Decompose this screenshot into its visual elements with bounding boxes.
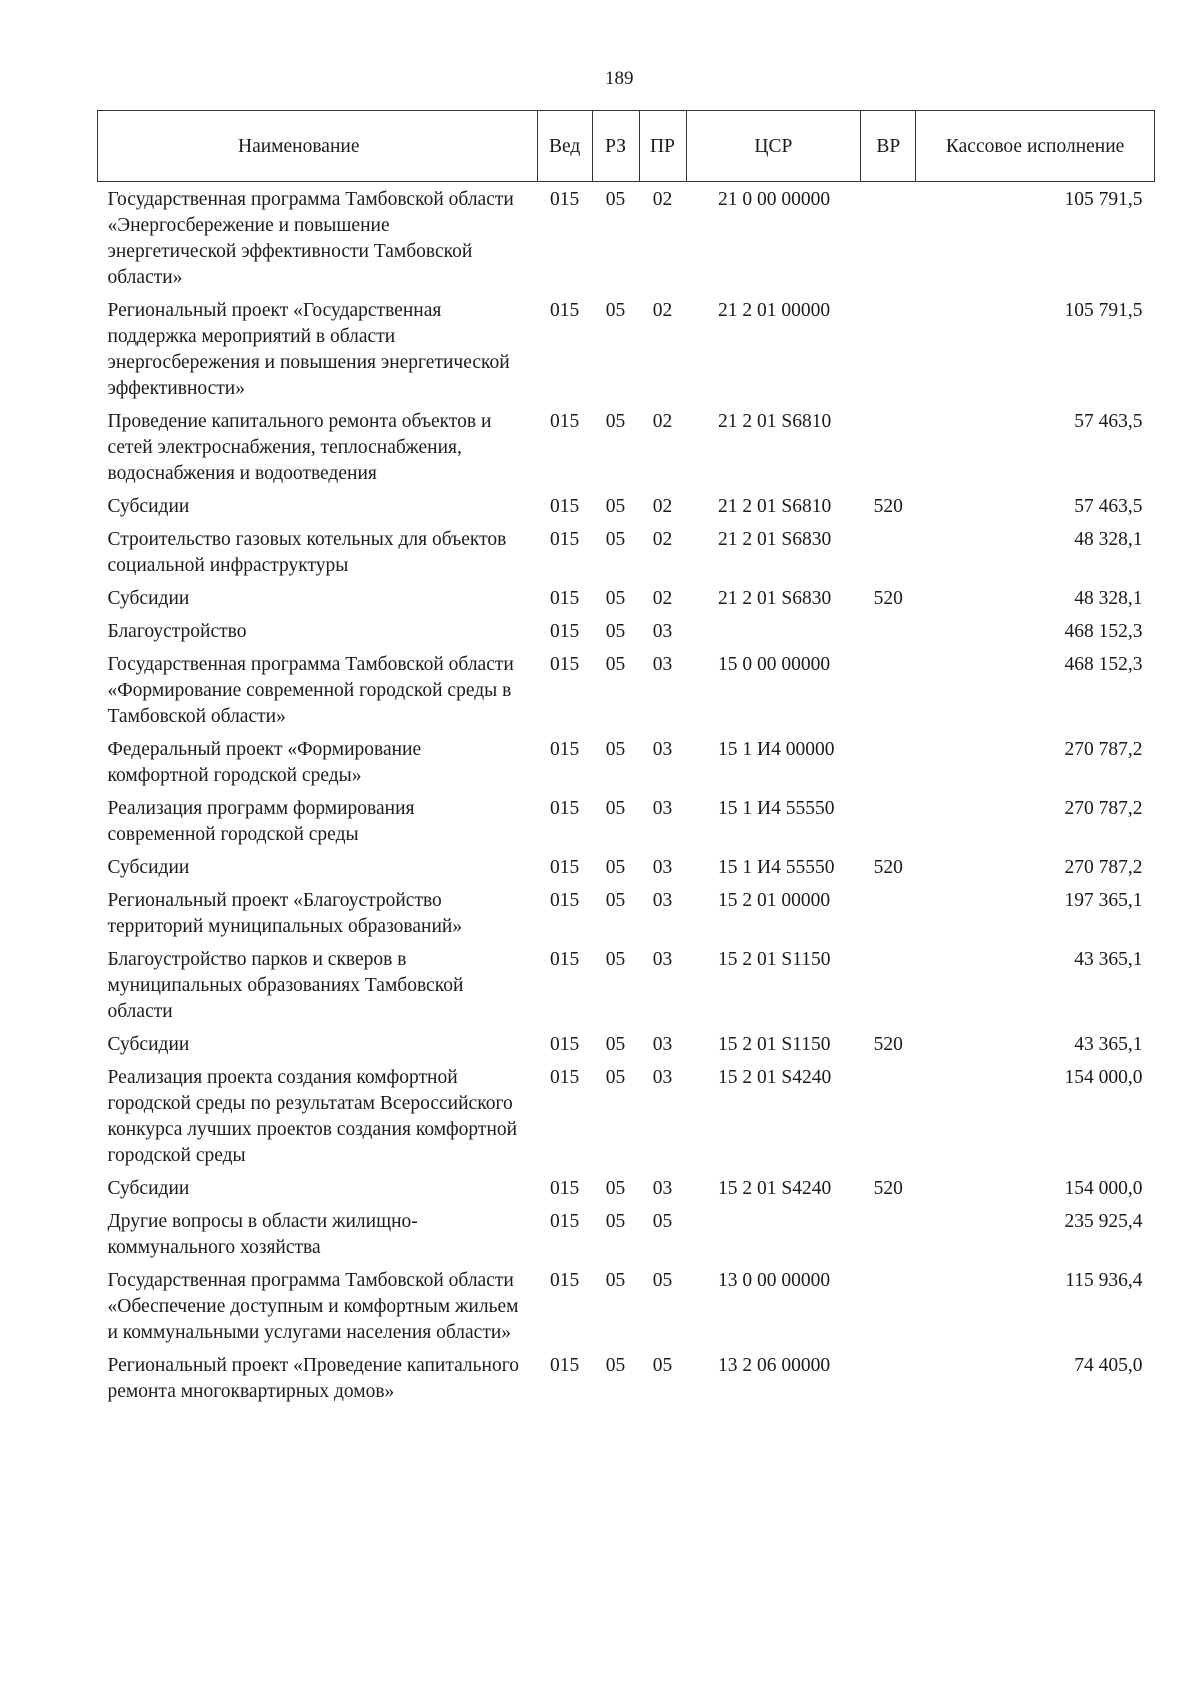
cell-name: Государственная программа Тамбовской области «Обеспечение доступным и комфортным жильем и коммунальными услугами населения области» (107, 1270, 519, 1343)
cell-sum: 235 925,4 (1064, 1211, 1143, 1232)
table-row (98, 522, 1155, 581)
cell-csr: 15 1 И4 55550 (718, 857, 835, 878)
cell-vr (861, 883, 916, 942)
cell-pr: 03 (652, 1067, 673, 1088)
cell-csr: 15 1 И4 55550 (718, 798, 835, 819)
cell-name: Другие вопросы в области жилищно-коммунального хозяйства (107, 1211, 418, 1258)
cell-csr (686, 1204, 861, 1263)
table-row (98, 293, 1155, 404)
table-row (98, 850, 1155, 883)
cell-rz: 05 (605, 739, 626, 760)
cell-sum: 57 463,5 (1074, 411, 1143, 432)
cell-pr: 05 (652, 1211, 673, 1232)
cell-csr: 15 2 01 S1150 (718, 949, 831, 970)
cell-vr (861, 522, 916, 581)
cell-name: Региональный проект «Проведение капитального ремонта многоквартирных домов» (107, 1355, 520, 1402)
cell-name: Строительство газовых котельных для объектов социальной инфраструктуры (107, 529, 507, 576)
cell-sum: 270 787,2 (1064, 798, 1143, 819)
cell-pr: 03 (652, 739, 673, 760)
cell-rz: 05 (605, 949, 626, 970)
cell-pr: 02 (652, 300, 673, 321)
cell-name: Реализация проекта создания комфортной городской среды по результатам Всероссийского конкурса лучших проектов создания комфортной городской среды (107, 1067, 518, 1166)
cell-csr (686, 614, 861, 647)
cell-sum: 468 152,3 (1064, 621, 1143, 642)
cell-vr (861, 182, 916, 294)
cell-vr: 520 (873, 857, 903, 878)
cell-pr: 03 (652, 654, 673, 675)
cell-ved: 015 (549, 1270, 580, 1291)
cell-vr (861, 293, 916, 404)
table-row (98, 614, 1155, 647)
table-row (98, 1348, 1155, 1407)
cell-csr: 15 2 01 00000 (718, 890, 831, 911)
table-row (98, 1263, 1155, 1348)
cell-rz: 05 (605, 654, 626, 675)
cell-rz: 05 (605, 1355, 626, 1376)
cell-rz: 05 (605, 529, 626, 550)
cell-vr (861, 1204, 916, 1263)
cell-csr: 15 2 01 S4240 (718, 1067, 832, 1088)
cell-vr (861, 942, 916, 1027)
cell-name: Федеральный проект «Формирование комфортной городской среды» (107, 739, 422, 786)
table-row (98, 883, 1155, 942)
cell-vr (861, 647, 916, 732)
cell-rz: 05 (605, 189, 626, 210)
cell-ved: 015 (549, 798, 580, 819)
cell-vr (861, 1348, 916, 1407)
table-row (98, 791, 1155, 850)
cell-ved: 015 (549, 300, 580, 321)
table-row (98, 647, 1155, 732)
cell-pr: 03 (652, 621, 673, 642)
cell-rz: 05 (605, 588, 626, 609)
cell-rz: 05 (605, 496, 626, 517)
table-row (98, 942, 1155, 1027)
cell-ved: 015 (549, 949, 580, 970)
cell-pr: 03 (652, 857, 673, 878)
cell-ved: 015 (549, 529, 580, 550)
cell-rz: 05 (605, 890, 626, 911)
cell-csr: 15 0 00 00000 (718, 654, 831, 675)
cell-ved: 015 (549, 496, 580, 517)
table-row (98, 489, 1155, 522)
cell-sum: 154 000,0 (1064, 1067, 1143, 1088)
table-row (98, 1027, 1155, 1060)
header-csr: ЦСР (686, 111, 861, 182)
cell-pr: 02 (652, 496, 673, 517)
cell-vr: 520 (873, 1178, 903, 1199)
cell-pr: 05 (652, 1355, 673, 1376)
cell-vr (861, 1060, 916, 1171)
cell-sum: 197 365,1 (1064, 890, 1143, 911)
cell-csr: 21 2 01 S6810 (718, 496, 832, 517)
cell-rz: 05 (605, 798, 626, 819)
cell-ved: 015 (549, 857, 580, 878)
cell-rz: 05 (605, 1067, 626, 1088)
cell-sum: 270 787,2 (1064, 857, 1143, 878)
cell-ved: 015 (549, 1211, 580, 1232)
cell-pr: 05 (652, 1270, 673, 1291)
cell-csr: 13 0 00 00000 (718, 1270, 831, 1291)
cell-sum: 74 405,0 (1074, 1355, 1143, 1376)
cell-ved: 015 (549, 1355, 580, 1376)
cell-rz: 05 (605, 1211, 626, 1232)
cell-pr: 02 (652, 529, 673, 550)
cell-ved: 015 (549, 189, 580, 210)
cell-sum: 48 328,1 (1074, 588, 1143, 609)
cell-rz: 05 (605, 411, 626, 432)
cell-sum: 43 365,1 (1074, 949, 1143, 970)
cell-vr (861, 614, 916, 647)
cell-name: Субсидии (107, 857, 190, 878)
cell-rz: 05 (605, 1270, 626, 1291)
cell-name: Проведение капитального ремонта объектов и сетей электроснабжения, теплоснабжения, водоснабжения и водоотведения (107, 411, 492, 484)
cell-sum: 48 328,1 (1074, 529, 1143, 550)
cell-name: Субсидии (107, 1034, 190, 1055)
cell-rz: 05 (605, 1178, 626, 1199)
header-vr: ВР (861, 111, 916, 182)
cell-name: Субсидии (107, 588, 190, 609)
cell-ved: 015 (549, 1067, 580, 1088)
cell-csr: 21 2 01 S6830 (718, 588, 832, 609)
header-rz: РЗ (592, 111, 639, 182)
cell-name: Государственная программа Тамбовской области «Энергосбережение и повышение энергетической эффективности Тамбовской области» (107, 189, 514, 288)
cell-vr: 520 (873, 1034, 903, 1055)
table-row (98, 182, 1155, 294)
cell-sum: 43 365,1 (1074, 1034, 1143, 1055)
cell-vr (861, 791, 916, 850)
cell-csr: 15 2 01 S1150 (718, 1034, 831, 1055)
cell-name: Благоустройство (107, 621, 247, 642)
cell-pr: 03 (652, 949, 673, 970)
header-row (98, 111, 1155, 182)
table-header (98, 111, 1155, 182)
table-row (98, 581, 1155, 614)
cell-ved: 015 (549, 588, 580, 609)
cell-vr (861, 1263, 916, 1348)
cell-ved: 015 (549, 890, 580, 911)
cell-rz: 05 (605, 621, 626, 642)
cell-csr: 21 2 01 S6810 (718, 411, 832, 432)
cell-rz: 05 (605, 1034, 626, 1055)
cell-pr: 02 (652, 411, 673, 432)
page-number: 189 (605, 68, 634, 89)
cell-rz: 05 (605, 857, 626, 878)
cell-ved: 015 (549, 654, 580, 675)
header-pr: ПР (639, 111, 686, 182)
cell-sum: 154 000,0 (1064, 1178, 1143, 1199)
cell-ved: 015 (549, 1178, 580, 1199)
cell-ved: 015 (549, 621, 580, 642)
header-ved: Вед (537, 111, 592, 182)
cell-ved: 015 (549, 739, 580, 760)
cell-ved: 015 (549, 411, 580, 432)
cell-name: Субсидии (107, 496, 190, 517)
cell-csr: 21 0 00 00000 (718, 189, 831, 210)
cell-name: Субсидии (107, 1178, 190, 1199)
cell-csr: 21 2 01 S6830 (718, 529, 832, 550)
cell-name: Региональный проект «Благоустройство территорий муниципальных образований» (107, 890, 463, 937)
cell-pr: 03 (652, 1034, 673, 1055)
cell-name: Благоустройство парков и скверов в муниципальных образованиях Тамбовской области (107, 949, 464, 1022)
cell-name: Региональный проект «Государственная поддержка мероприятий в области энергосбережения и повышения энергетической эффективности» (107, 300, 510, 399)
cell-csr: 15 1 И4 00000 (718, 739, 835, 760)
table-row (98, 732, 1155, 791)
cell-rz: 05 (605, 300, 626, 321)
cell-sum: 105 791,5 (1064, 300, 1143, 321)
cell-vr (861, 404, 916, 489)
table-row (98, 1204, 1155, 1263)
cell-pr: 03 (652, 798, 673, 819)
table-row (98, 1171, 1155, 1204)
cell-sum: 105 791,5 (1064, 189, 1143, 210)
cell-vr (861, 732, 916, 791)
cell-sum: 468 152,3 (1064, 654, 1143, 675)
cell-csr: 15 2 01 S4240 (718, 1178, 832, 1199)
cell-sum: 57 463,5 (1074, 496, 1143, 517)
table-body (98, 182, 1155, 1408)
budget-table (97, 110, 1155, 1407)
cell-vr: 520 (873, 588, 903, 609)
header-name: Наименование (98, 111, 538, 182)
cell-pr: 02 (652, 189, 673, 210)
cell-pr: 02 (652, 588, 673, 609)
cell-name: Реализация программ формирования современной городской среды (107, 798, 415, 845)
cell-vr: 520 (873, 496, 903, 517)
cell-csr: 21 2 01 00000 (718, 300, 831, 321)
cell-sum: 270 787,2 (1064, 739, 1143, 760)
cell-pr: 03 (652, 1178, 673, 1199)
cell-pr: 03 (652, 890, 673, 911)
header-sum: Кассовое исполнение (916, 111, 1155, 182)
table-row (98, 404, 1155, 489)
cell-name: Государственная программа Тамбовской области «Формирование современной городской среды в Тамбовской области» (107, 654, 514, 727)
table-row (98, 1060, 1155, 1171)
cell-csr: 13 2 06 00000 (718, 1355, 831, 1376)
cell-ved: 015 (549, 1034, 580, 1055)
cell-sum: 115 936,4 (1065, 1270, 1143, 1291)
